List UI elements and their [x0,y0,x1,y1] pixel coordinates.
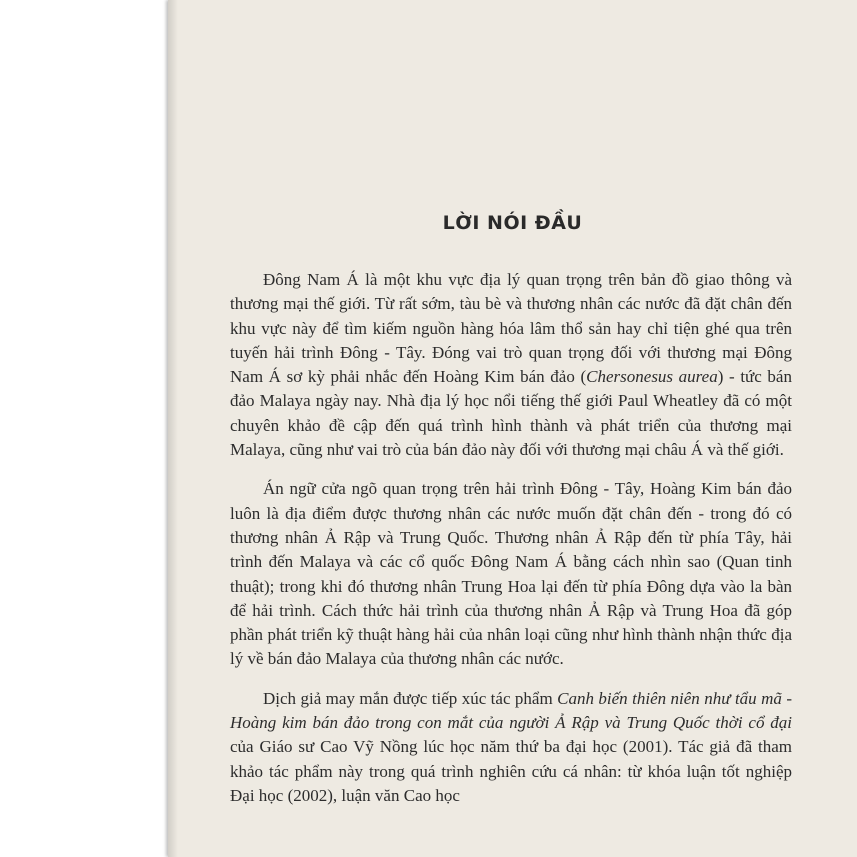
body-text [230,268,792,823]
paragraph-1-italic: Chersonesus aurea [586,367,718,387]
paragraph-3-text-a: Dịch giả may mắn được tiếp xúc tác phẩm [263,688,558,708]
paragraph-1-text-a: Đông Nam Á là một khu vực địa lý quan trọng trên bản đồ giao thông và thương mại thế giới. Từ rất sớm, tàu bè và thương nhân các nước đã đặt chân đến khu vực này để tìm kiếm nguồn hàng hóa lâm thổ sản hay chỉ tiện ghé qua trên tuyến hải trình Đông - Tây. Đóng vai trò quan trọng đối với thương mại Đông Nam Á sơ kỳ phải nhắc đến Hoàng Kim bán đảo ( [230,270,792,387]
paragraph-1-text-b: ) - tức bán đảo Malaya ngày nay. Nhà địa lý học nổi tiếng thế giới Paul Wheatley đã có một chuyên khảo đề cập đến quá trình hình thành và phát triển của thương mại Malaya, cũng như vai trò của bán đảo này đối với thương mại châu Á và thế giới. [230,367,792,460]
book-page [168,0,857,857]
page-title: LỜI NÓI ĐẦU [442,212,583,234]
paragraph-3-italic: Canh biến thiên niên như tẩu mã - Hoàng kim bán đảo trong con mắt của người Ả Rập và Trung Quốc thời cổ đại [230,688,792,733]
paragraph-3 [230,687,792,808]
paragraph-1 [230,268,792,462]
paragraph-3-text-b: của Giáo sư Cao Vỹ Nồng lúc học năm thứ ba đại học (2001). Tác giả đã tham khảo tác phẩm này trong quá trình nghiên cứu cá nhân: từ khóa luận tốt nghiệp Đại học (2002), luận văn Cao học [230,737,792,805]
paragraph-2: Án ngữ cửa ngõ quan trọng trên hải trình Đông - Tây, Hoàng Kim bán đảo luôn là địa điểm được thương nhân các nước muốn đặt chân đến - trong đó có thương nhân Ả Rập và Trung Quốc. Thương nhân Ả Rập đến từ phía Tây, hải trình đến Malaya và các cổ quốc Đông Nam Á bằng cách nhìn sao (Quan tinh thuật); trong khi đó thương nhân Trung Hoa lại đến từ phía Đông dựa vào la bàn để hải trình. Cách thức hải trình của thương nhân Ả Rập và Trung Hoa đã góp phần phát triển kỹ thuật hàng hải của nhân loại cũng như hình thành nhận thức địa lý về bán đảo Malaya của thương nhân các nước. [230,479,792,669]
